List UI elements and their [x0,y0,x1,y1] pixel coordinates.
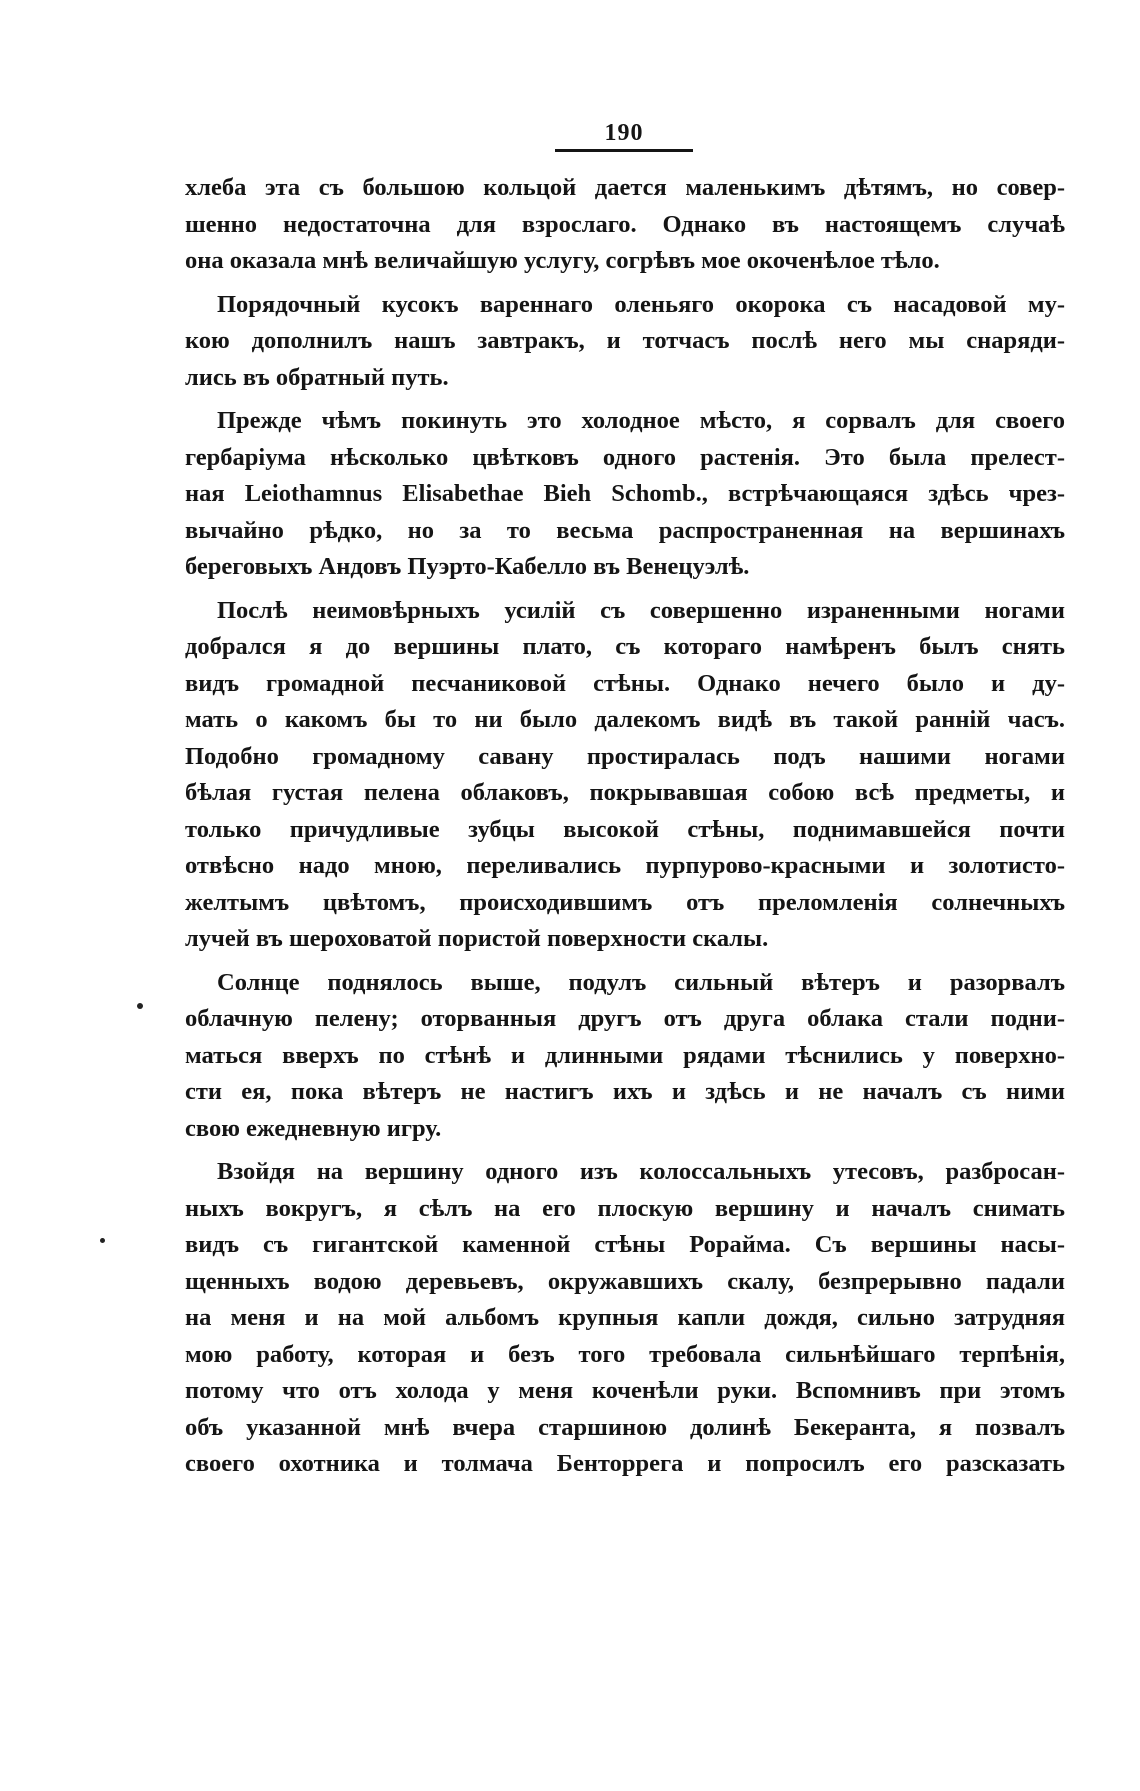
text-line: свою ежедневную игру. [185,1114,442,1142]
text-line: лучей въ шероховатой пористой поверхности скалы. [185,925,769,952]
text-line: Прежде чѣмъ покинуть это холодное мѣсто, я сорвалъ для своего [217,407,1065,434]
text-line: береговыхъ Андовъ Пуэрто-Кабелло въ Венецуэлѣ. [185,553,750,580]
text-line: на меня и на мой альбомъ крупныя капли дождя, сильно затрудняя [185,1304,1065,1331]
page-number-rule [555,149,693,152]
text-line: видъ громадной песчаниковой стѣны. Однако нечего было и ду- [185,669,1065,697]
text-line: ныхъ вокругъ, я сѣлъ на его плоскую вершину и началъ снимать [185,1194,1065,1222]
text-line: гербаріума нѣсколько цвѣтковъ одного растенія. Это была прелест- [185,443,1065,471]
paragraph [185,287,1065,397]
margin-mark-dot [100,1238,105,1243]
text-line: своего охотника и толмача Бенторрега и попросилъ его разсказать [185,1450,1065,1477]
margin-mark-dot [137,1003,143,1009]
text-line: отвѣсно надо мною, переливались пурпурово-красными и золотисто- [185,852,1065,879]
paragraph [185,403,1065,586]
text-line: Подобно громадному савану простиралась подъ нашими ногами [185,742,1065,770]
text-line: вычайно рѣдко, но за то весьма распространенная на вершинахъ [185,516,1065,544]
text-line: желтымъ цвѣтомъ, происходившимъ отъ преломленія солнечныхъ [185,888,1065,916]
text-line: только причудливые зубцы высокой стѣны, поднимавшейся почти [185,815,1065,843]
paragraph [185,965,1065,1148]
text-line: шенно недостаточна для взрослаго. Однако въ настоящемъ случаѣ [185,210,1065,238]
text-line: Послѣ неимовѣрныхъ усилій съ совершенно израненными ногами [217,596,1065,624]
page-number-container [555,118,693,148]
text-line: Взойдя на вершину одного изъ колоссальныхъ утесовъ, разбросан- [217,1158,1065,1185]
text-line: мать о какомъ бы то ни было далекомъ видѣ въ такой ранній часъ. [185,706,1065,733]
text-line: добрался я до вершины плато, съ котораго намѣренъ былъ снять [185,633,1065,660]
paragraph [185,170,1065,280]
text-line: лись въ обратный путь. [185,363,449,391]
page-number: 190 [604,120,644,146]
text-line: маться вверхъ по стѣнѣ и длинными рядами тѣснились у поверхно- [185,1041,1065,1069]
text-line: видъ съ гигантской каменной стѣны Рорайма. Съ вершины насы- [185,1231,1065,1258]
paragraph [185,1154,1065,1483]
text-line: она оказала мнѣ величайшую услугу, согрѣвъ мое окоченѣлое тѣло. [185,247,940,274]
text-line: щенныхъ водою деревьевъ, окружавшихъ скалу, безпрерывно падали [185,1267,1065,1295]
text-line: ная Leiothamnus Elisabethae Bieh Schomb., встрѣчающаяся здѣсь чрез- [185,480,1065,507]
text-line: хлеба эта съ большою кольцой дается маленькимъ дѣтямъ, но совер- [185,174,1065,201]
text-line: мою работу, которая и безъ того требовала сильнѣйшаго терпѣнія, [185,1340,1065,1368]
paragraph [185,593,1065,958]
text-line: потому что отъ холода у меня коченѣли руки. Вспомнивъ при этомъ [185,1377,1065,1404]
text-line: объ указанной мнѣ вчера старшиною долинѣ Бекеранта, я позвалъ [185,1413,1065,1441]
text-line: бѣлая густая пелена облаковъ, покрывавшая собою всѣ предметы, и [185,779,1065,806]
text-line: облачную пелену; оторванныя другъ отъ друга облака стали подни- [185,1005,1065,1032]
text-line: Порядочный кусокъ вареннаго оленьяго окорока съ насадовой му- [217,290,1065,318]
text-line: кою дополнилъ нашъ завтракъ, и тотчасъ послѣ него мы снаряди- [185,327,1065,354]
text-line: Солнце поднялось выше, подулъ сильный вѣтеръ и разорвалъ [217,968,1065,996]
body-text [185,170,1065,1483]
text-line: сти ея, пока вѣтеръ не настигъ ихъ и здѣсь и не началъ съ ними [185,1078,1065,1105]
